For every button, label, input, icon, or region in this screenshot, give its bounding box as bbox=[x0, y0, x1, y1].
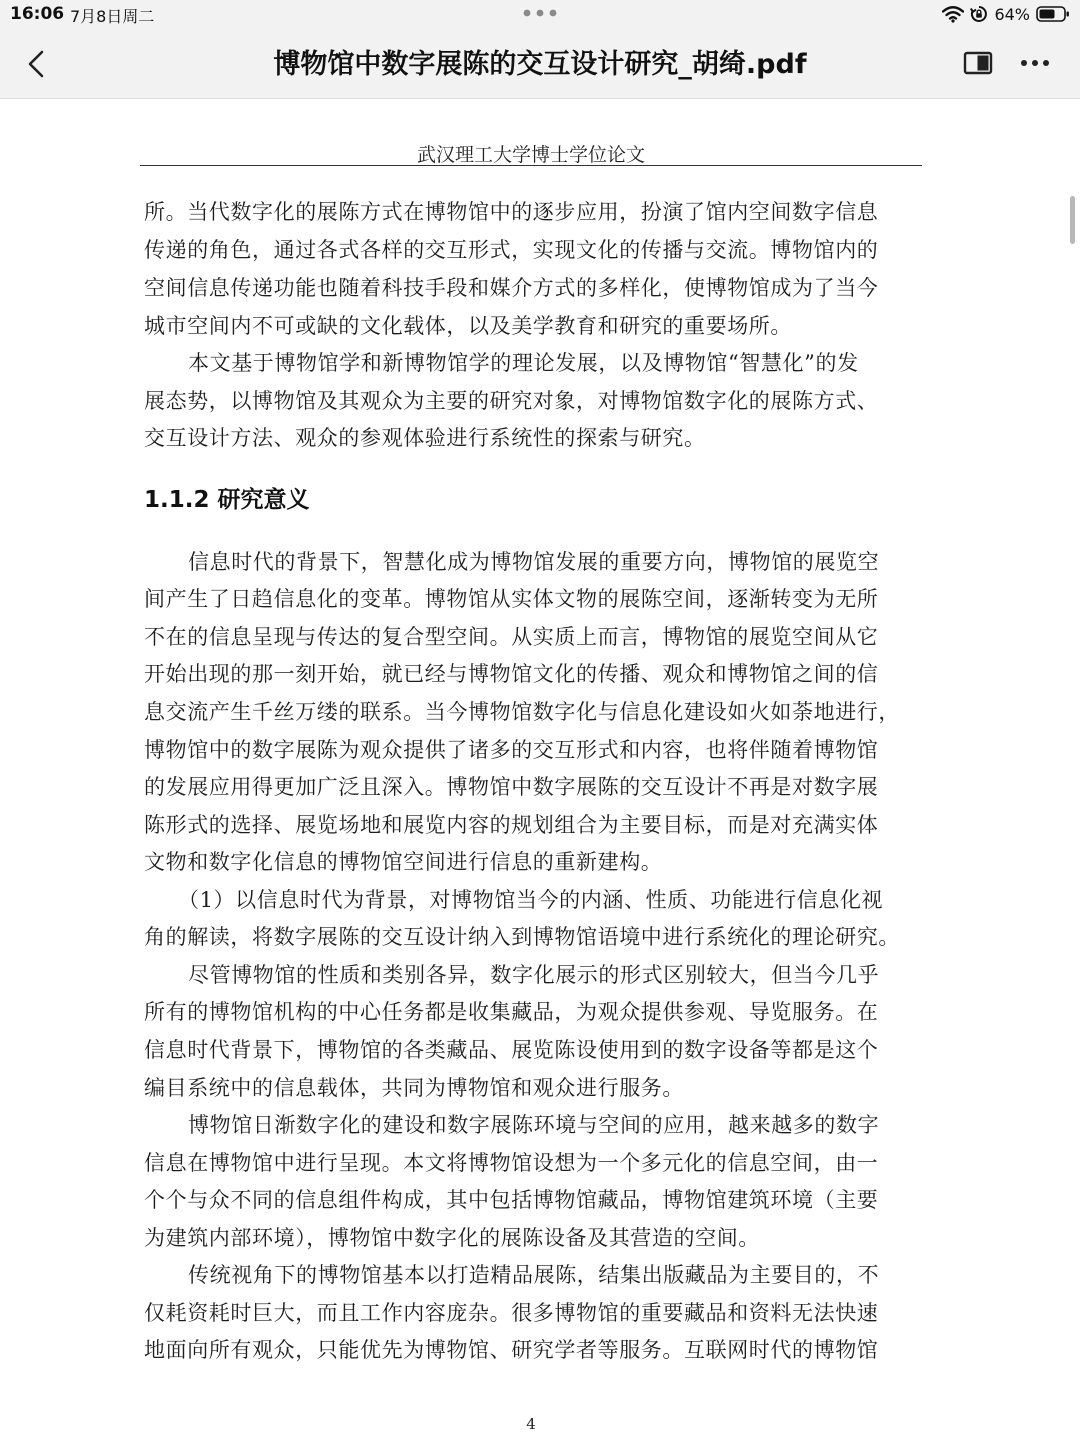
body-line: 所有的博物馆机构的中心任务都是收集藏品，为观众提供参观、导览服务。在 bbox=[144, 1000, 879, 1024]
body-line: （1）以信息时代为背景，对博物馆当今的内涵、性质、功能进行信息化视 bbox=[178, 888, 884, 912]
document-title: 博物馆中数字展陈的交互设计研究_胡绮.pdf bbox=[273, 49, 807, 80]
body-line: 文物和数字化信息的博物馆空间进行信息的重新建构。 bbox=[144, 850, 663, 874]
body-line: 空间信息传递功能也随着科技手段和媒介方式的多样化，使博物馆成为了当今 bbox=[144, 276, 879, 300]
body-line: 地面向所有观众，只能优先为博物馆、研究学者等服务。互联网时代的博物馆 bbox=[144, 1338, 879, 1362]
body-line: 尽管博物馆的性质和类别各异，数字化展示的形式区别较大，但当今几乎 bbox=[188, 963, 880, 987]
section-heading: 1.1.2 研究意义 bbox=[144, 487, 310, 513]
body-line: 个个与众不同的信息组件构成，其中包括博物馆藏品，博物馆建筑环境（主要 bbox=[144, 1188, 879, 1212]
body-line: 信息在博物馆中进行呈现。本文将博物馆设想为一个多元化的信息空间，由一 bbox=[144, 1151, 879, 1175]
status-time: 16:06 bbox=[10, 4, 65, 24]
body-line: 城市空间内不可或缺的文化载体，以及美学教育和研究的重要场所。 bbox=[144, 314, 792, 338]
body-line: 陈形式的选择、展览场地和展览内容的规划组合为主要目标，而是对充满实体 bbox=[144, 813, 879, 837]
body-line: 博物馆日渐数字化的建设和数字展陈环境与空间的应用，越来越多的数字 bbox=[188, 1113, 880, 1137]
body-line: 传递的角色，通过各式各样的交互形式，实现文化的传播与交流。博物馆内的 bbox=[144, 238, 879, 262]
battery-percentage: 64% bbox=[994, 4, 1030, 24]
body-line: 角的解读，将数字展陈的交互设计纳入到博物馆语境中进行系统化的理论研究。 bbox=[144, 925, 900, 949]
body-line: 展态势，以博物馆及其观众为主要的研究对象，对博物馆数字化的展陈方式、 bbox=[144, 389, 879, 413]
body-line: 间产生了日趋信息化的变革。博物馆从实体文物的展陈空间，逐渐转变为无所 bbox=[144, 587, 879, 611]
body-line: 息交流产生千丝万缕的联系。当今博物馆数字化与信息化建设如火如荼地进行， bbox=[144, 700, 900, 724]
body-line: 不在的信息呈现与传达的复合型空间。从实质上而言，博物馆的展览空间从它 bbox=[144, 625, 879, 649]
body-line: 信息时代的背景下，智慧化成为博物馆发展的重要方向，博物馆的展览空 bbox=[188, 550, 880, 574]
scroll-indicator[interactable] bbox=[1070, 196, 1075, 244]
body-line: 传统视角下的博物馆基本以打造精品展陈，结集出版藏品为主要目的，不 bbox=[188, 1263, 880, 1287]
running-header: 武汉理工大学博士学位论文 bbox=[416, 144, 645, 166]
body-line: 为建筑内部环境），博物馆中数字化的展陈设备及其营造的空间。 bbox=[144, 1226, 760, 1250]
body-line: 的发展应用得更加广泛且深入。博物馆中数字展陈的交互设计不再是对数字展 bbox=[144, 775, 879, 799]
page-number: 4 bbox=[526, 1415, 536, 1433]
body-line: 本文基于博物馆学和新博物馆学的理论发展，以及博物馆“智慧化”的发 bbox=[188, 351, 859, 375]
body-line: 所。当代数字化的展陈方式在博物馆中的逐步应用，扮演了馆内空间数字信息 bbox=[144, 200, 879, 224]
body-line: 交互设计方法、观众的参观体验进行系统性的探索与研究。 bbox=[144, 426, 706, 450]
status-date: 7月8日周二 bbox=[70, 7, 155, 26]
body-line: 博物馆中的数字展陈为观众提供了诸多的交互形式和内容，也将伴随着博物馆 bbox=[144, 738, 879, 762]
body-line: 编目系统中的信息载体，共同为博物馆和观众进行服务。 bbox=[144, 1076, 684, 1100]
body-line: 开始出现的那一刻开始，就已经与博物馆文化的传播、观众和博物馆之间的信 bbox=[144, 662, 879, 686]
body-line: 仅耗资耗时巨大，而且工作内容庞杂。很多博物馆的重要藏品和资料无法快速 bbox=[144, 1301, 879, 1325]
body-line: 信息时代背景下，博物馆的各类藏品、展览陈设使用到的数字设备等都是这个 bbox=[144, 1038, 879, 1062]
